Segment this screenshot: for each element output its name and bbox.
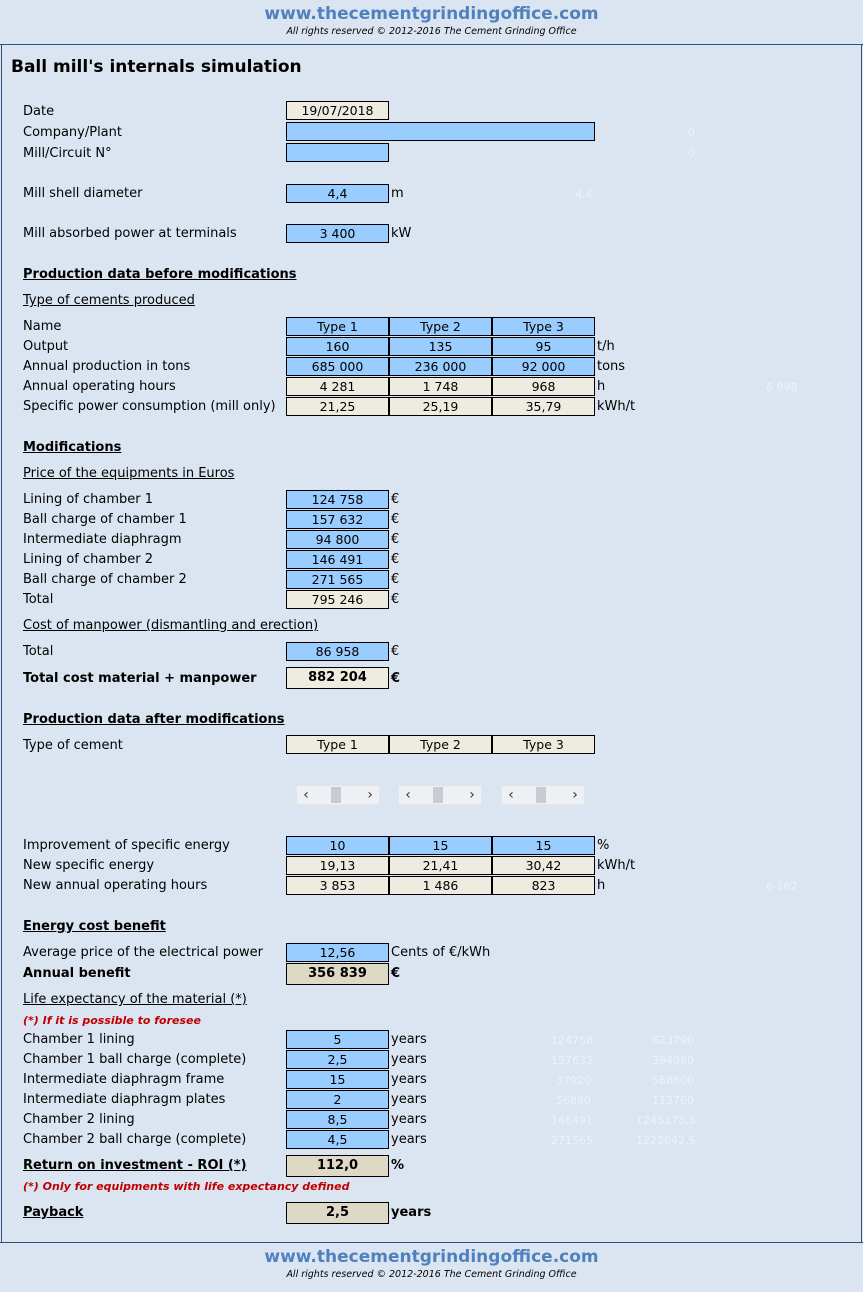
modifications-heading: Modifications	[23, 440, 122, 455]
scroll-right-icon[interactable]: ›	[572, 787, 578, 803]
slider-thumb[interactable]	[433, 787, 443, 803]
new-hours-label: New annual operating hours	[23, 878, 208, 893]
output-label: Output	[23, 339, 69, 354]
ballcharge1-unit: €	[391, 512, 400, 527]
price-subheading: Price of the equipments in Euros	[23, 466, 235, 481]
type-of-cement-label: Type of cement	[23, 738, 123, 753]
roi-value: 112,0	[286, 1155, 389, 1177]
life-diaphragm-plates-unit: years	[391, 1092, 427, 1107]
ballcharge1-price[interactable]: 157 632	[286, 510, 389, 529]
life-c2-ball-field[interactable]: 4,5	[286, 1130, 389, 1149]
improvement-type1[interactable]: 10	[286, 836, 389, 855]
diameter-label: Mill shell diameter	[23, 186, 143, 201]
ghost-cell: 623790	[652, 1034, 694, 1047]
annual-type2[interactable]: 236 000	[389, 357, 492, 376]
spc-unit: kWh/t	[597, 399, 636, 414]
name-type1[interactable]: Type 1	[286, 317, 389, 336]
manpower-subheading: Cost of manpower (dismantling and erection)	[23, 618, 319, 633]
new-hours-total-ghost: 6 162	[766, 880, 798, 893]
output-type1[interactable]: 160	[286, 337, 389, 356]
roi-note: (*) Only for equipments with life expectancy defined	[23, 1180, 350, 1193]
date-field[interactable]: 19/07/2018	[286, 101, 389, 120]
hours-total-ghost: 6 998	[766, 381, 798, 394]
lining1-price[interactable]: 124 758	[286, 490, 389, 509]
equipment-total-label: Total	[23, 592, 54, 607]
annual-label: Annual production in tons	[23, 359, 191, 374]
electricity-price-label: Average price of the electrical power	[23, 945, 263, 960]
right-border	[861, 44, 862, 1242]
improvement-slider-type2[interactable]	[398, 785, 482, 805]
improvement-type3[interactable]: 15	[492, 836, 595, 855]
site-url[interactable]: www.thecementgrindingoffice.com	[264, 4, 599, 24]
company-label: Company/Plant	[23, 125, 122, 140]
scroll-left-icon[interactable]: ‹	[508, 787, 514, 803]
hours-label: Annual operating hours	[23, 379, 176, 394]
payback-label: Payback	[23, 1205, 84, 1220]
new-spc-type3: 30,42	[492, 856, 595, 875]
spc-type1: 21,25	[286, 397, 389, 416]
life-diaphragm-plates-label: Intermediate diaphragm plates	[23, 1092, 226, 1107]
company-field[interactable]	[286, 122, 595, 141]
page-footer	[0, 1247, 863, 1280]
lining1-unit: €	[391, 492, 400, 507]
name-label: Name	[23, 319, 62, 334]
lining2-price[interactable]: 146 491	[286, 550, 389, 569]
life-c2-lining-unit: years	[391, 1112, 427, 1127]
life-c2-lining-label: Chamber 2 lining	[23, 1112, 135, 1127]
life-c1-ball-field[interactable]: 2,5	[286, 1050, 389, 1069]
improvement-slider-type1[interactable]	[296, 785, 380, 805]
diaphragm-unit: €	[391, 532, 400, 547]
ghost-cell: 113760	[652, 1094, 694, 1107]
diaphragm-price[interactable]: 94 800	[286, 530, 389, 549]
ghost-cell: 271565	[551, 1134, 593, 1147]
improvement-slider-type3[interactable]	[501, 785, 585, 805]
improvement-label: Improvement of specific energy	[23, 838, 230, 853]
hours-type1: 4 281	[286, 377, 389, 396]
after-type3: Type 3	[492, 735, 595, 754]
new-hours-type1: 3 853	[286, 876, 389, 895]
life-c1-ball-unit: years	[391, 1052, 427, 1067]
life-diaphragm-frame-label: Intermediate diaphragm frame	[23, 1072, 225, 1087]
ballcharge2-price[interactable]: 271 565	[286, 570, 389, 589]
spc-type2: 25,19	[389, 397, 492, 416]
manpower-total-unit: €	[391, 644, 400, 659]
page-title: Ball mill's internals simulation	[11, 57, 302, 77]
scroll-left-icon[interactable]: ‹	[405, 787, 411, 803]
before-heading: Production data before modifications	[23, 267, 297, 282]
ghost-cell: 568800	[652, 1074, 694, 1087]
roi-label: Return on investment - ROI (*)	[23, 1158, 247, 1173]
footer-site-url[interactable]: www.thecementgrindingoffice.com	[264, 1247, 599, 1267]
after-type1: Type 1	[286, 735, 389, 754]
new-hours-type2: 1 486	[389, 876, 492, 895]
name-type3[interactable]: Type 3	[492, 317, 595, 336]
energy-heading: Energy cost benefit	[23, 919, 166, 934]
annual-benefit-label: Annual benefit	[23, 966, 131, 981]
lining1-label: Lining of chamber 1	[23, 492, 154, 507]
roi-unit: %	[391, 1158, 405, 1173]
equipment-total-unit: €	[391, 592, 400, 607]
spc-label: Specific power consumption (mill only)	[23, 399, 276, 414]
annual-type3[interactable]: 92 000	[492, 357, 595, 376]
before-subheading: Type of cements produced	[23, 293, 195, 308]
ghost-cell: 56880	[556, 1094, 591, 1107]
life-c1-lining-field[interactable]: 5	[286, 1030, 389, 1049]
new-spc-label: New specific energy	[23, 858, 155, 873]
total-cost-label: Total cost material + manpower	[23, 671, 257, 686]
hours-type2: 1 748	[389, 377, 492, 396]
life-c2-ball-label: Chamber 2 ball charge (complete)	[23, 1132, 247, 1147]
ballcharge2-label: Ball charge of chamber 2	[23, 572, 187, 587]
output-unit: t/h	[597, 339, 615, 354]
diameter-ghost: 4,4	[575, 188, 593, 201]
after-heading: Production data after modifications	[23, 712, 285, 727]
spc-type3: 35,79	[492, 397, 595, 416]
total-cost-unit: €	[391, 671, 401, 686]
life-diaphragm-plates-field[interactable]: 2	[286, 1090, 389, 1109]
electricity-price-unit: Cents of €/kWh	[391, 945, 491, 960]
annual-benefit-unit: €	[391, 966, 401, 981]
ghost-cell: 157632	[551, 1054, 593, 1067]
company-ghost: 0	[688, 126, 695, 139]
bottom-divider	[0, 1242, 863, 1243]
new-hours-type3: 823	[492, 876, 595, 895]
page-header	[0, 4, 863, 37]
life-diaphragm-frame-field[interactable]: 15	[286, 1070, 389, 1089]
improvement-type2[interactable]: 15	[389, 836, 492, 855]
electricity-price-field[interactable]: 12,56	[286, 943, 389, 962]
ghost-cell: 394080	[652, 1054, 694, 1067]
power-field[interactable]: 3 400	[286, 224, 389, 243]
hours-unit: h	[597, 379, 606, 394]
power-label: Mill absorbed power at terminals	[23, 226, 237, 241]
name-type2[interactable]: Type 2	[389, 317, 492, 336]
left-border	[1, 44, 2, 1242]
footer-copyright-text: All rights reserved © 2012-2016 The Cement Grinding Office	[286, 1269, 577, 1280]
life-note: (*) If it is possible to foresee	[23, 1014, 201, 1027]
lining2-unit: €	[391, 552, 400, 567]
total-cost-value: 882 204	[286, 667, 389, 689]
diameter-field[interactable]: 4,4	[286, 184, 389, 203]
life-c1-lining-unit: years	[391, 1032, 427, 1047]
ghost-cell: 124758	[551, 1034, 593, 1047]
after-type2: Type 2	[389, 735, 492, 754]
scroll-left-icon[interactable]: ‹	[303, 787, 309, 803]
scroll-right-icon[interactable]: ›	[469, 787, 475, 803]
ghost-cell: 37920	[556, 1074, 591, 1087]
ballcharge1-label: Ball charge of chamber 1	[23, 512, 187, 527]
ghost-cell: 146491	[551, 1114, 593, 1127]
slider-thumb[interactable]	[536, 787, 546, 803]
annual-benefit-value: 356 839	[286, 963, 389, 985]
output-type3[interactable]: 95	[492, 337, 595, 356]
output-type2[interactable]: 135	[389, 337, 492, 356]
equipment-total-value: 795 246	[286, 590, 389, 609]
improvement-unit: %	[597, 838, 610, 853]
manpower-total-label: Total	[23, 644, 54, 659]
ghost-cell: 1222042,5	[636, 1134, 696, 1147]
slider-thumb[interactable]	[331, 787, 341, 803]
lining2-label: Lining of chamber 2	[23, 552, 154, 567]
annual-unit: tons	[597, 359, 626, 374]
new-spc-unit: kWh/t	[597, 858, 636, 873]
mill-label: Mill/Circuit N°	[23, 146, 112, 161]
new-spc-type2: 21,41	[389, 856, 492, 875]
diameter-unit: m	[391, 186, 404, 201]
manpower-total-field[interactable]: 86 958	[286, 642, 389, 661]
mill-field[interactable]	[286, 143, 389, 162]
ballcharge2-unit: €	[391, 572, 400, 587]
life-c2-lining-field[interactable]: 8,5	[286, 1110, 389, 1129]
copyright-text: All rights reserved © 2012-2016 The Cement Grinding Office	[286, 26, 577, 37]
top-divider	[0, 44, 863, 45]
payback-unit: years	[391, 1205, 432, 1220]
life-c1-lining-label: Chamber 1 lining	[23, 1032, 135, 1047]
life-c2-ball-unit: years	[391, 1132, 427, 1147]
scroll-right-icon[interactable]: ›	[367, 787, 373, 803]
diaphragm-label: Intermediate diaphragm	[23, 532, 182, 547]
payback-value: 2,5	[286, 1202, 389, 1224]
power-unit: kW	[391, 226, 412, 241]
new-spc-type1: 19,13	[286, 856, 389, 875]
life-diaphragm-frame-unit: years	[391, 1072, 427, 1087]
hours-type3: 968	[492, 377, 595, 396]
annual-type1[interactable]: 685 000	[286, 357, 389, 376]
new-hours-unit: h	[597, 878, 606, 893]
mill-ghost: 0	[688, 147, 695, 160]
ghost-cell: 1245173,5	[636, 1114, 696, 1127]
date-label: Date	[23, 104, 55, 119]
life-c1-ball-label: Chamber 1 ball charge (complete)	[23, 1052, 247, 1067]
life-heading: Life expectancy of the material (*)	[23, 992, 247, 1007]
